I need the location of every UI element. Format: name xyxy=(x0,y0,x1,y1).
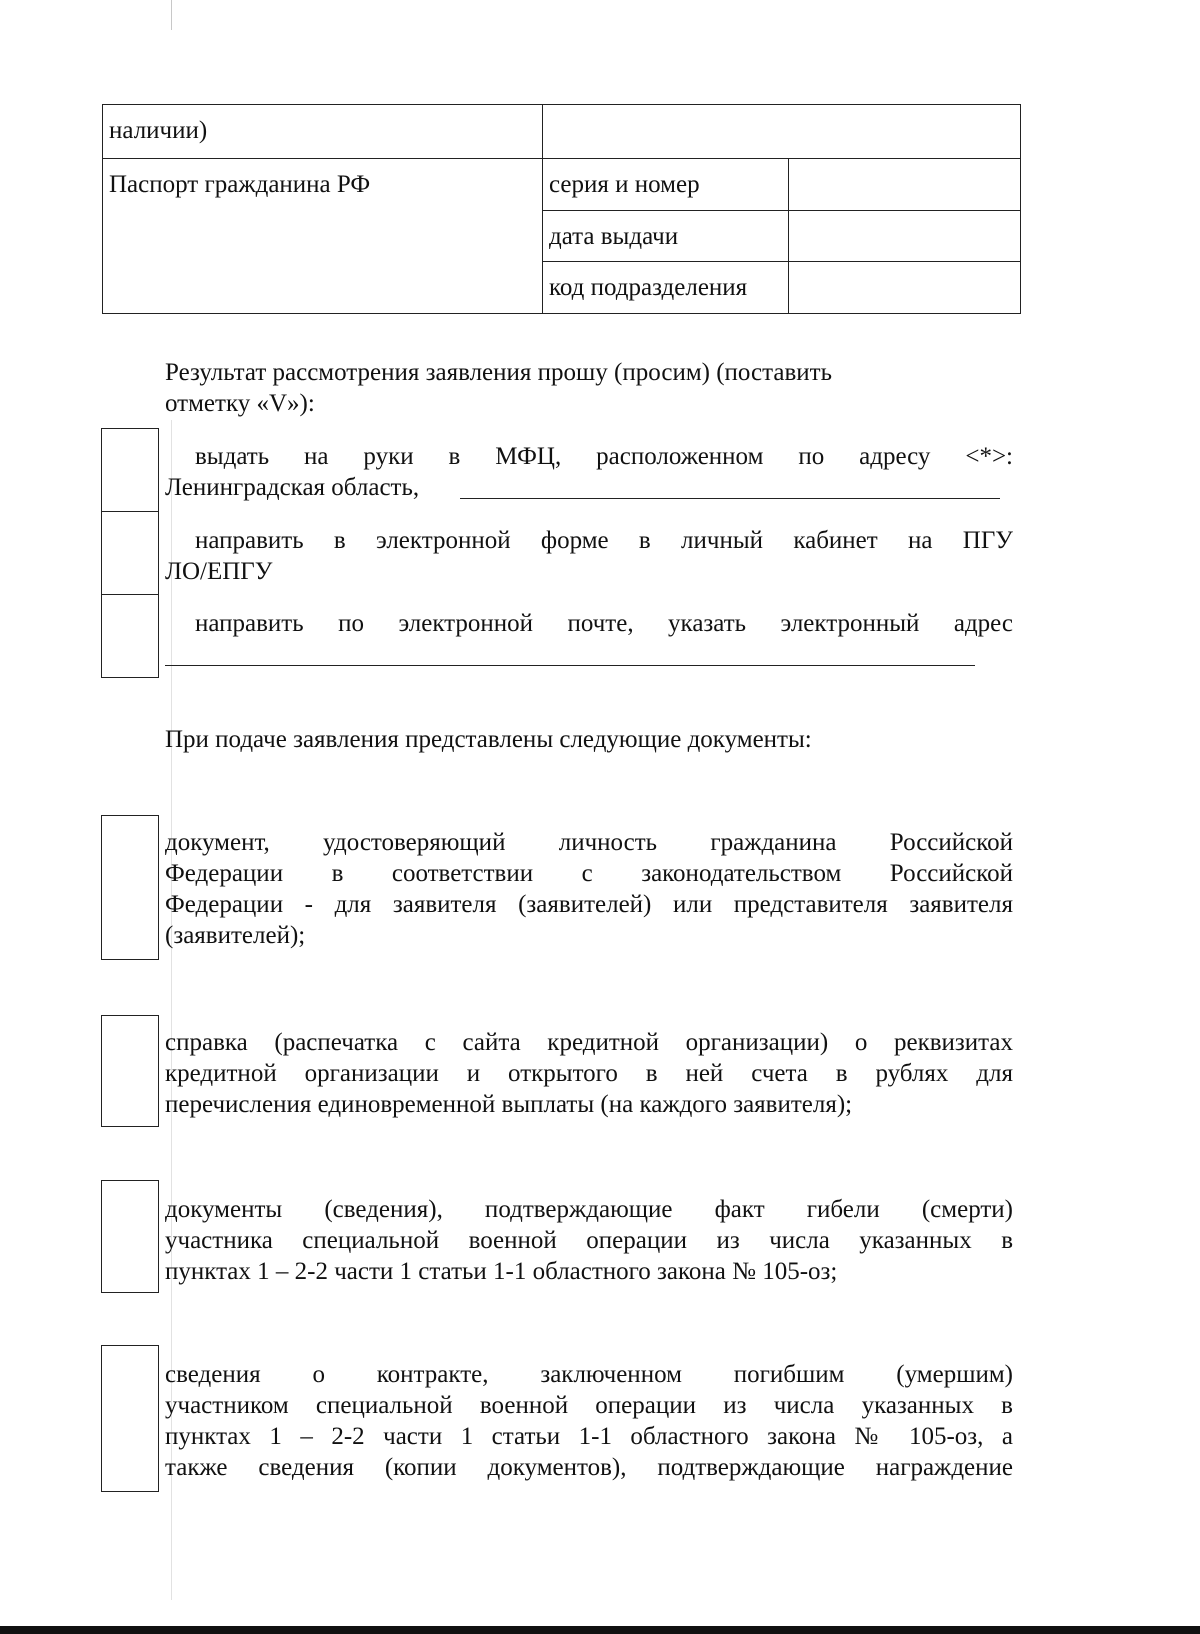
mfc-address-blank-line[interactable] xyxy=(460,498,1000,499)
result-option-epgu-line1: направить в электронной форме в личный кабинет на ПГУ xyxy=(195,527,1013,554)
document-item-contract-line2: участником специальной военной операции из числа указанных в xyxy=(165,1392,1013,1419)
document-checkbox-identity[interactable] xyxy=(101,815,159,960)
document-item-bank-line2: кредитной организации и открытого в ней счета в рублях для xyxy=(165,1060,1013,1087)
document-item-bank-line1: справка (распечатка с сайта кредитной организации) о реквизитах xyxy=(165,1029,1013,1056)
document-item-identity-line4: (заявителей); xyxy=(165,922,306,949)
document-item-death-line3: пунктах 1 – 2-2 части 1 статьи 1-1 областного закона № 105-оз; xyxy=(165,1258,838,1285)
document-item-identity-line2: Федерации в соответствии с законодательством Российской xyxy=(165,860,1013,887)
result-option-checkbox-email[interactable] xyxy=(101,594,159,678)
passport-label: Паспорт гражданина РФ xyxy=(103,159,543,314)
table-cell-value[interactable] xyxy=(543,105,1021,159)
passport-series-number-value[interactable] xyxy=(789,159,1021,211)
passport-field-label: код подразделения xyxy=(543,262,789,314)
result-intro-line2: отметку «V»): xyxy=(165,390,315,417)
scan-bottom-edge xyxy=(0,1626,1200,1634)
result-option-mfc-line1: выдать на руки в МФЦ, расположенном по адресу <*>: xyxy=(195,443,1013,470)
document-item-contract-line4: также сведения (копии документов), подтверждающие награждение xyxy=(165,1454,1013,1481)
table-cell-label: наличии) xyxy=(103,105,543,159)
document-item-bank-line3: перечисления единовременной выплаты (на каждого заявителя); xyxy=(165,1091,853,1118)
result-option-checkbox-epgu[interactable] xyxy=(101,511,159,596)
document-item-death-line1: документы (сведения), подтверждающие факт гибели (смерти) xyxy=(165,1196,1013,1223)
applicant-info-table xyxy=(102,104,1021,314)
passport-field-label: серия и номер xyxy=(543,159,789,211)
document-item-contract-line1: сведения о контракте, заключенном погибшим (умершим) xyxy=(165,1361,1013,1388)
passport-department-code-value[interactable] xyxy=(789,262,1021,314)
table-row xyxy=(103,105,1021,159)
passport-issue-date-value[interactable] xyxy=(789,211,1021,262)
document-item-identity-line3: Федерации - для заявителя (заявителей) или представителя заявителя xyxy=(165,891,1013,918)
scan-artifact-line xyxy=(171,0,172,30)
result-option-email-line1: направить по электронной почте, указать электронный адрес xyxy=(195,610,1013,637)
document-item-death-line2: участника специальной военной операции из числа указанных в xyxy=(165,1227,1013,1254)
document-checkbox-bank-details[interactable] xyxy=(101,1015,159,1127)
document-item-identity-line1: документ, удостоверяющий личность гражданина Российской xyxy=(165,829,1013,856)
documents-heading: При подаче заявления представлены следующие документы: xyxy=(165,726,812,753)
email-address-blank-line[interactable] xyxy=(165,665,975,666)
result-option-mfc-line2: Ленинградская область, xyxy=(165,474,420,501)
document-checkbox-death-proof[interactable] xyxy=(101,1180,159,1293)
result-intro-line1: Результат рассмотрения заявления прошу (просим) (поставить xyxy=(165,359,832,386)
passport-field-label: дата выдачи xyxy=(543,211,789,262)
table-row xyxy=(103,159,1021,211)
document-item-contract-line3: пунктах 1 – 2-2 части 1 статьи 1-1 областного закона № 105-оз, а xyxy=(165,1423,1013,1450)
result-option-epgu-line2: ЛО/ЕПГУ xyxy=(165,558,273,585)
document-checkbox-contract[interactable] xyxy=(101,1345,159,1492)
result-option-checkbox-mfc[interactable] xyxy=(101,428,159,513)
